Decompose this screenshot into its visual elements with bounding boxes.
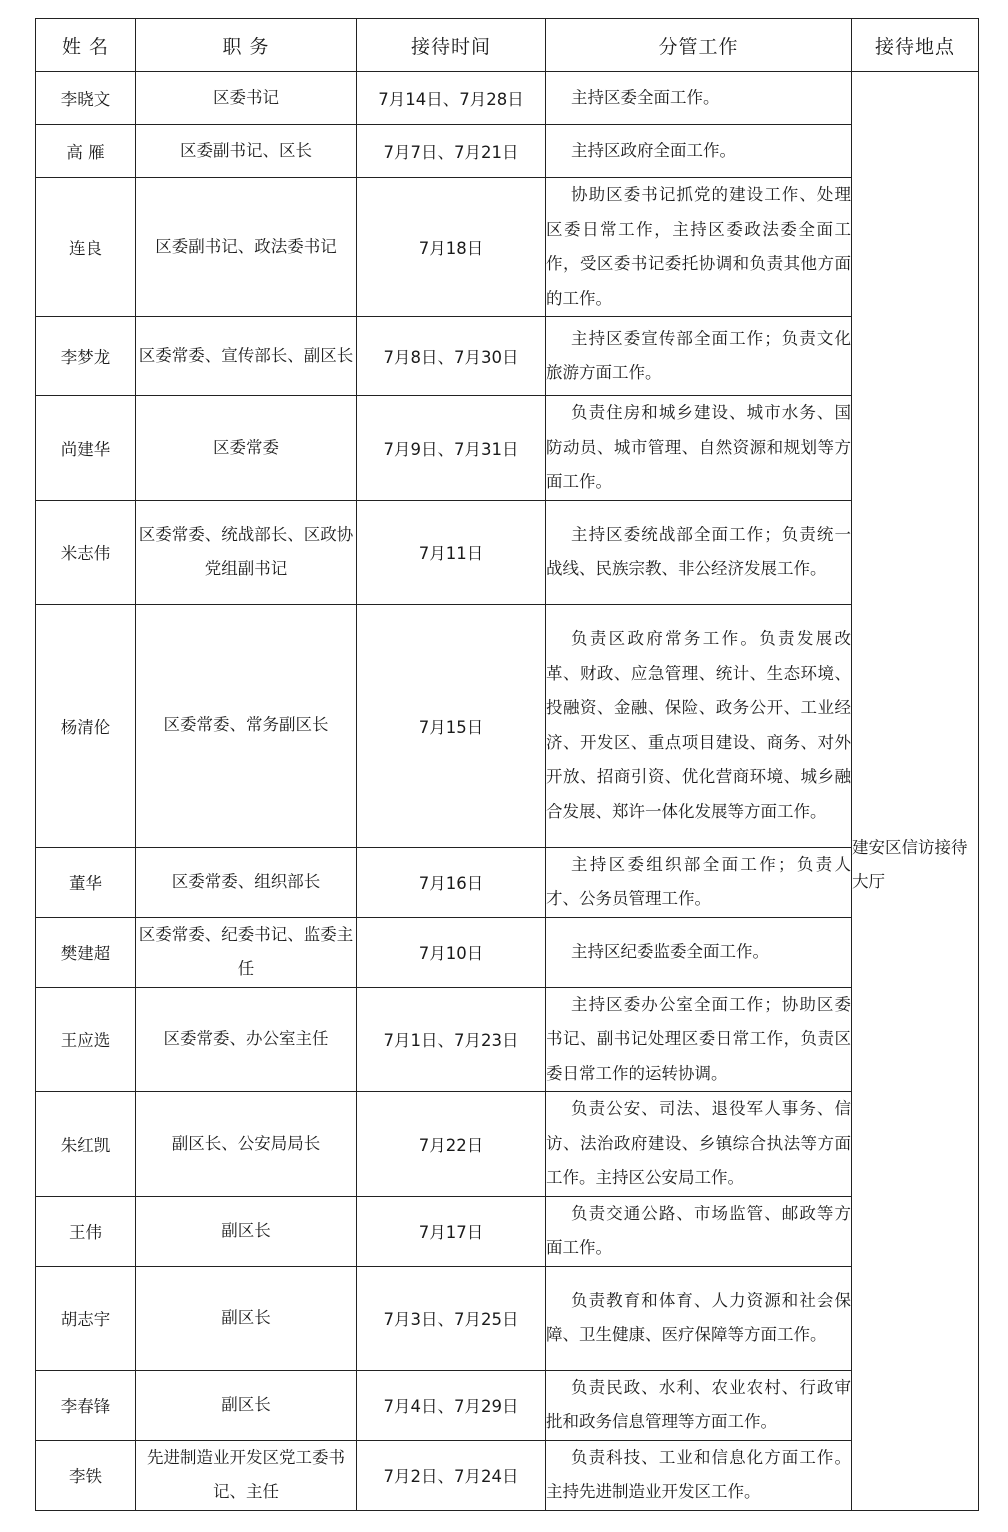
duty-description: 主持区委统战部全面工作；负责统一战线、民族宗教、非公经济发展工作。 — [546, 500, 852, 604]
table-row — [36, 1266, 979, 1370]
duty-description: 主持区委宣传部全面工作；负责文化旅游方面工作。 — [546, 317, 852, 396]
official-name: 李春锋 — [36, 1370, 136, 1440]
reception-place — [852, 72, 979, 1511]
table-row — [36, 1440, 979, 1510]
official-name: 樊建超 — [36, 917, 136, 987]
reception-time: 7月11日 — [357, 500, 546, 604]
table-row — [36, 500, 979, 604]
official-position: 区委常委、常务副区长 — [136, 604, 357, 847]
official-name: 朱红凯 — [36, 1092, 136, 1197]
duty-description: 主持区委全面工作。 — [546, 72, 852, 125]
official-position: 区委常委、纪委书记、监委主任 — [136, 917, 357, 987]
table-row — [36, 847, 979, 917]
official-name: 王伟 — [36, 1196, 136, 1266]
reception-time: 7月1日、7月23日 — [357, 987, 546, 1092]
official-position: 区委常委、统战部长、区政协党组副书记 — [136, 500, 357, 604]
duty-description: 负责交通公路、市场监管、邮政等方面工作。 — [546, 1196, 852, 1266]
reception-time: 7月14日、7月28日 — [357, 72, 546, 125]
official-name: 米志伟 — [36, 500, 136, 604]
official-position: 副区长 — [136, 1266, 357, 1370]
official-position: 先进制造业开发区党工委书记、主任 — [136, 1440, 357, 1510]
reception-time: 7月7日、7月21日 — [357, 125, 546, 178]
header-position: 职 务 — [136, 19, 357, 72]
official-position: 副区长、公安局局长 — [136, 1092, 357, 1197]
table-row — [36, 1092, 979, 1197]
official-position: 副区长 — [136, 1370, 357, 1440]
duty-description: 主持区委组织部全面工作；负责人才、公务员管理工作。 — [546, 847, 852, 917]
header-time: 接待时间 — [357, 19, 546, 72]
table-row — [36, 604, 979, 847]
official-name: 尚建华 — [36, 396, 136, 501]
header-row — [36, 19, 979, 72]
reception-time: 7月17日 — [357, 1196, 546, 1266]
official-position: 区委副书记、政法委书记 — [136, 178, 357, 317]
table-row — [36, 396, 979, 501]
official-position: 区委常委、组织部长 — [136, 847, 357, 917]
official-position: 区委常委、办公室主任 — [136, 987, 357, 1092]
official-position: 区委副书记、区长 — [136, 125, 357, 178]
official-name: 胡志宇 — [36, 1266, 136, 1370]
table-row — [36, 1196, 979, 1266]
reception-time: 7月2日、7月24日 — [357, 1440, 546, 1510]
reception-time: 7月18日 — [357, 178, 546, 317]
table-row — [36, 178, 979, 317]
reception-time: 7月8日、7月30日 — [357, 317, 546, 396]
official-name: 李晓文 — [36, 72, 136, 125]
table-row — [36, 125, 979, 178]
official-position: 区委常委、宣传部长、副区长 — [136, 317, 357, 396]
header-name: 姓 名 — [36, 19, 136, 72]
official-name: 李铁 — [36, 1440, 136, 1510]
duty-description: 负责教育和体育、人力资源和社会保障、卫生健康、医疗保障等方面工作。 — [546, 1266, 852, 1370]
official-name: 杨清伦 — [36, 604, 136, 847]
reception-time: 7月4日、7月29日 — [357, 1370, 546, 1440]
duty-description: 负责科技、工业和信息化方面工作。主持先进制造业开发区工作。 — [546, 1440, 852, 1510]
duty-description: 负责区政府常务工作。负责发展改革、财政、应急管理、统计、生态环境、投融资、金融、保险、政务公开、工业经济、开发区、重点项目建设、商务、对外开放、招商引资、优化营商环境、城乡融合发展、郑许一体化发展等方面工作。 — [546, 604, 852, 847]
duty-description: 主持区纪委监委全面工作。 — [546, 917, 852, 987]
reception-time: 7月16日 — [357, 847, 546, 917]
duty-description: 负责民政、水利、农业农村、行政审批和政务信息管理等方面工作。 — [546, 1370, 852, 1440]
official-position: 副区长 — [136, 1196, 357, 1266]
official-name: 王应选 — [36, 987, 136, 1092]
table-row — [36, 1370, 979, 1440]
official-name: 董华 — [36, 847, 136, 917]
official-position: 区委书记 — [136, 72, 357, 125]
official-name: 连良 — [36, 178, 136, 317]
official-name: 李梦龙 — [36, 317, 136, 396]
reception-time: 7月9日、7月31日 — [357, 396, 546, 501]
reception-time: 7月10日 — [357, 917, 546, 987]
table-row — [36, 987, 979, 1092]
table-row — [36, 72, 979, 125]
table-row — [36, 317, 979, 396]
official-name: 高 雁 — [36, 125, 136, 178]
duty-description: 负责公安、司法、退役军人事务、信访、法治政府建设、乡镇综合执法等方面工作。主持区公安局工作。 — [546, 1092, 852, 1197]
official-position: 区委常委 — [136, 396, 357, 501]
reception-place-text: 建安区信访接待大厅 — [852, 837, 968, 891]
header-duty: 分管工作 — [546, 19, 852, 72]
duty-description: 主持区委办公室全面工作；协助区委书记、副书记处理区委日常工作，负责区委日常工作的运转协调。 — [546, 987, 852, 1092]
header-place: 接待地点 — [852, 19, 979, 72]
reception-time: 7月3日、7月25日 — [357, 1266, 546, 1370]
duty-description: 负责住房和城乡建设、城市水务、国防动员、城市管理、自然资源和规划等方面工作。 — [546, 396, 852, 501]
reception-time: 7月15日 — [357, 604, 546, 847]
reception-time: 7月22日 — [357, 1092, 546, 1197]
reception-schedule-table — [35, 18, 979, 1511]
duty-description: 协助区委书记抓党的建设工作、处理区委日常工作，主持区委政法委全面工作，受区委书记委托协调和负责其他方面的工作。 — [546, 178, 852, 317]
table-row — [36, 917, 979, 987]
duty-description: 主持区政府全面工作。 — [546, 125, 852, 178]
